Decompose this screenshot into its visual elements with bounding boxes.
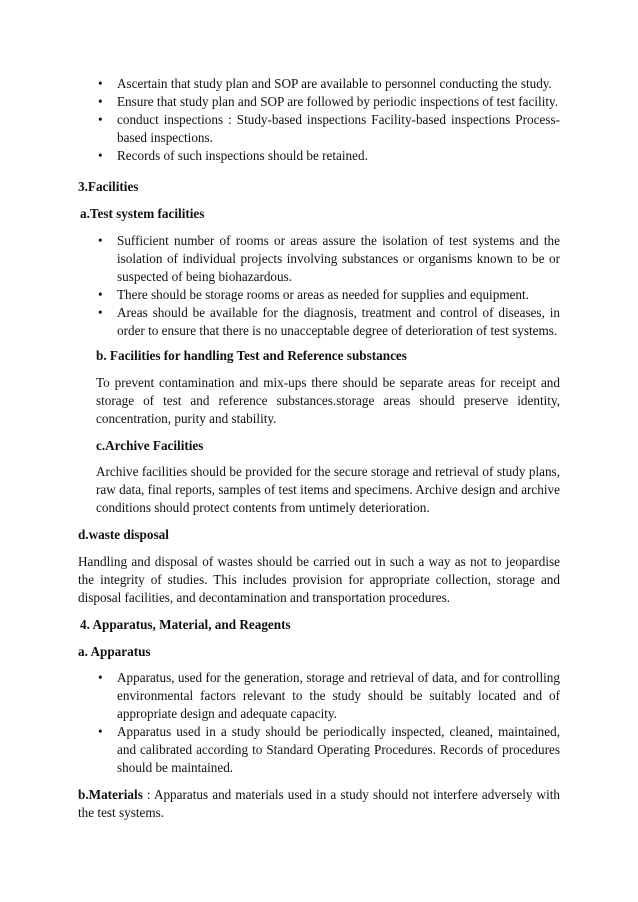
bullet-icon: •: [98, 112, 103, 127]
section-3c-heading: c.Archive Facilities: [96, 438, 204, 453]
bullet-icon: •: [98, 76, 103, 91]
section-3a-heading: a.Test system facilities: [80, 206, 205, 221]
list-item: [0, 111, 638, 147]
section-3b-text: To prevent contamination and mix-ups there should be separate areas for receipt and storage of test and reference substances.storage areas should preserve identity, concentration, purity and stability.: [96, 375, 560, 426]
section-4b-paragraph: [78, 786, 560, 822]
list-item-text: Ascertain that study plan and SOP are available to personnel conducting the study.: [117, 76, 552, 91]
list-item-text: Areas should be available for the diagnosis, treatment and control of diseases, in order to ensure that there is no unacceptable degree of deterioration of test systems.: [117, 305, 560, 338]
bullet-icon: •: [98, 148, 103, 163]
list-item-text: Records of such inspections should be retained.: [117, 148, 368, 163]
list-item-text: conduct inspections : Study-based inspections Facility-based inspections Process-based inspections.: [117, 112, 560, 145]
list-item-text: Sufficient number of rooms or areas assure the isolation of test systems and the isolation of individual projects involving substances or organisms known to be or suspected of being biohazardous.: [117, 233, 560, 284]
list-item: [0, 286, 638, 304]
list-item: [0, 723, 638, 777]
bullet-icon: •: [98, 233, 103, 248]
list-item: [0, 669, 638, 723]
section-3d-heading: d.waste disposal: [78, 527, 169, 542]
bullet-icon: •: [98, 670, 103, 685]
list-item: [0, 232, 638, 286]
apparatus-bullet-list: [0, 669, 638, 777]
test-system-bullet-list: [0, 232, 638, 340]
intro-bullet-list: [0, 75, 638, 165]
section-4-heading: 4. Apparatus, Material, and Reagents: [80, 617, 291, 632]
bullet-icon: •: [98, 94, 103, 109]
bullet-icon: •: [98, 287, 103, 302]
list-item-text: Ensure that study plan and SOP are followed by periodic inspections of test facility.: [117, 94, 559, 109]
list-item-text: There should be storage rooms or areas as needed for supplies and equipment.: [117, 287, 529, 302]
section-3c-text: Archive facilities should be provided for the secure storage and retrieval of study plans, raw data, final reports, samples of test items and specimens. Archive design and archive conditions should protect contents from untimely deterioration.: [96, 464, 560, 515]
list-item: [0, 93, 638, 111]
section-3-heading: 3.Facilities: [78, 179, 139, 194]
bullet-icon: •: [98, 724, 103, 739]
section-3b-heading: b. Facilities for handling Test and Reference substances: [96, 348, 407, 363]
list-item-text: Apparatus used in a study should be periodically inspected, cleaned, maintained, and calibrated according to Standard Operating Procedures. Records of procedures should be maintained.: [117, 724, 560, 775]
section-3d-text: Handling and disposal of wastes should be carried out in such a way as not to jeopardise the integrity of studies. This includes provision for appropriate collection, storage and disposal facilities, and decontamination and transportation procedures.: [78, 554, 560, 605]
list-item: [0, 304, 638, 340]
list-item: [0, 75, 638, 93]
section-4b-label: b.Materials: [78, 787, 143, 802]
section-4a-heading: a. Apparatus: [78, 644, 151, 659]
section-4b-text: : Apparatus and materials used in a study should not interfere adversely with the test systems.: [78, 787, 560, 820]
bullet-icon: •: [98, 305, 103, 320]
list-item: [0, 147, 638, 165]
list-item-text: Apparatus, used for the generation, storage and retrieval of data, and for controlling environmental factors relevant to the study should be suitably located and of appropriate design and adequate capacity.: [117, 670, 560, 721]
